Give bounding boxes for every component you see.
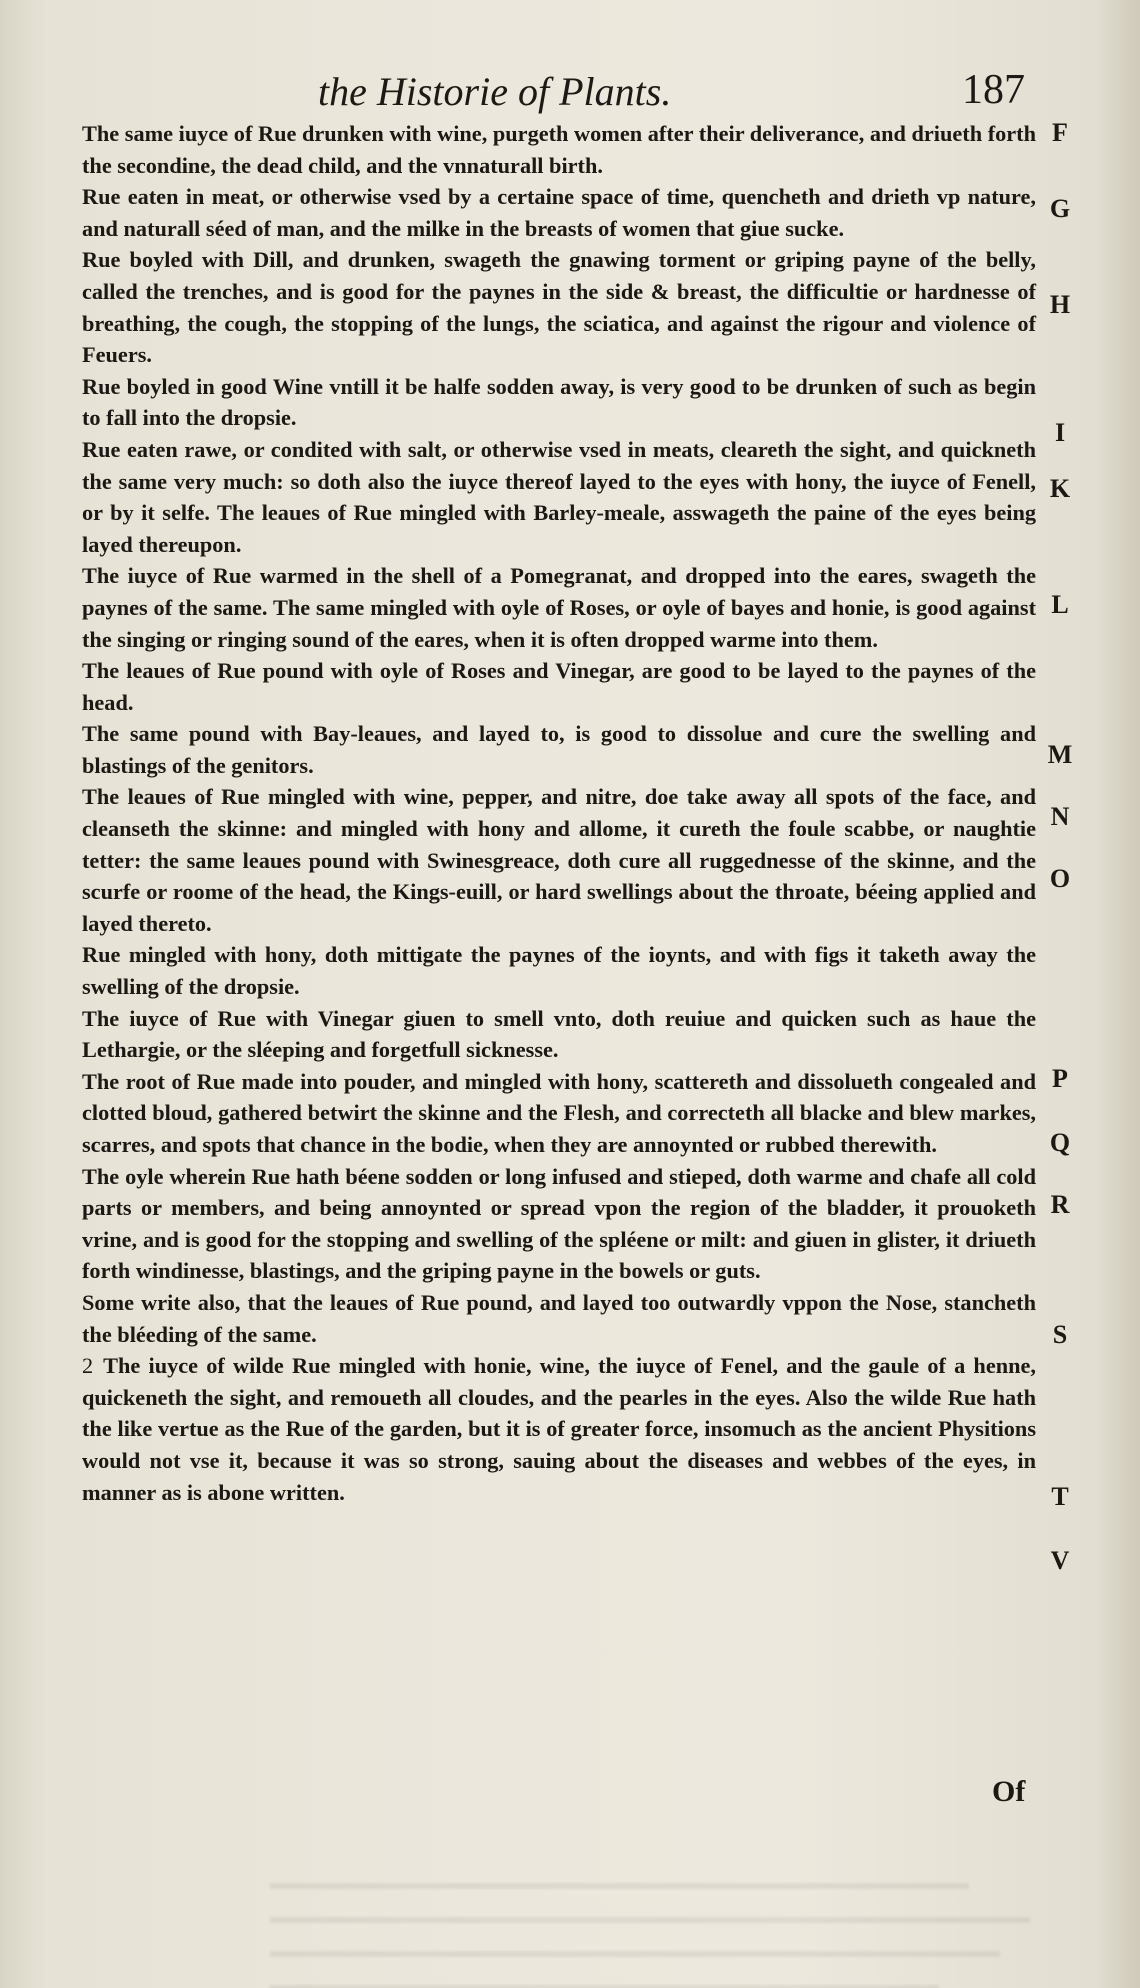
- paragraph-text: The iuyce of Rue warmed in the shell of a Pomegranat, and dropped into the eares, swageth the paynes of the same. The same mingled with oyle of Roses, or oyle of bayes and honie, is good against the singing or ringing sound of the eares, when it is often dropped warme into them.: [82, 563, 1036, 652]
- paragraph-text: The leaues of Rue pound with oyle of Roses and Vinegar, are good to be layed to the paynes of the head.: [82, 658, 1036, 715]
- paragraph-text: The root of Rue made into pouder, and mingled with hony, scattereth and dissolueth congealed and clotted bloud, gathered betwirt the skinne and the Flesh, and correcteth all blacke and blew markes, scarres, and spots that chance in the bodie, when they are annoynted or rubbed therewith.: [82, 1068, 1036, 1157]
- body-text: [82, 118, 1036, 1508]
- margin-letters: [1040, 118, 1080, 1818]
- margin-letter: Q: [1049, 1128, 1071, 1157]
- paragraph-text: Rue eaten rawe, or condited with salt, or otherwise vsed in meats, cleareth the sight, and quickneth the same very much: so doth also the iuyce thereof layed to the eyes with hony, the iuyce of Fenell, or by it selfe. The leaues of Rue mingled with Barley-meale, asswageth the paine of the eyes being layed thereupon.: [82, 436, 1036, 557]
- catchword: Of: [992, 1775, 1026, 1808]
- paragraph-text: The iuyce of wilde Rue mingled with honie, wine, the iuyce of Fenel, and the gaule of a henne, quickeneth the sight, and remoueth all cloudes, and the pearles in the eyes. Also the wilde Rue hath the like vertue as the Rue of the garden, but it is of greater force, insomuch as the ancient Physitions would not vse it, because it was so strong, sauing about the diseases and webbes of the eyes, in manner as is abone written.: [82, 1353, 1036, 1505]
- paragraph: [82, 181, 1036, 244]
- margin-letter: V: [1050, 1546, 1070, 1575]
- margin-letter: H: [1049, 290, 1071, 319]
- paragraph: [82, 939, 1036, 1002]
- paragraph-text: The oyle wherein Rue hath béene sodden or long infused and stieped, doth warme and chafe all cold parts or members, and being annoynted or spread vpon the region of the bladder, it prouoketh vrine, and is good for the stopping and swelling of the spléene or milt: and giuen in glister, it driueth forth windinesse, blastings, and the griping payne in the bowels or guts.: [82, 1163, 1036, 1284]
- paragraph: [82, 118, 1036, 181]
- paragraph: [82, 1161, 1036, 1287]
- show-through-text: [270, 1855, 1030, 1988]
- margin-letter: S: [1052, 1320, 1068, 1349]
- paragraph: [82, 1287, 1036, 1350]
- paragraph-text: The leaues of Rue mingled with wine, pepper, and nitre, doe take away all spots of the face, and cleanseth the skinne: and mingled with hony and allome, it cureth the foule scabbe, or naughtie tetter: the same leaues pound with Swinesgreace, doth cure all ruggednesse of the skinne, and the scurfe or roome of the head, the Kings-euill, or hard swellings about the throate, béeing applied and layed thereto.: [82, 784, 1036, 936]
- paragraph-text: The same pound with Bay-leaues, and layed to, is good to dissolue and cure the swelling and blastings of the genitors.: [82, 721, 1036, 778]
- paragraph-text: Some write also, that the leaues of Rue pound, and layed too outwardly vppon the Nose, stancheth the bléeding of the same.: [82, 1289, 1036, 1347]
- paragraph: [82, 718, 1036, 781]
- margin-letter: I: [1054, 418, 1066, 447]
- paragraph: [82, 434, 1036, 560]
- margin-letter: N: [1050, 802, 1070, 831]
- paragraph-text: Rue eaten in meat, or otherwise vsed by a certaine space of time, quencheth and drieth vp nature, and naturall séed of man, and the milke in the breasts of women that giue sucke.: [82, 184, 1036, 241]
- paragraph: [82, 244, 1036, 370]
- margin-letter: T: [1051, 1482, 1069, 1511]
- paragraph: [82, 1003, 1036, 1066]
- section-number: 2: [82, 1353, 94, 1379]
- page-number: 187: [962, 67, 1025, 113]
- margin-letter: G: [1049, 194, 1071, 223]
- paragraph: [82, 1066, 1036, 1161]
- margin-letter: R: [1050, 1190, 1070, 1219]
- margin-letter: F: [1052, 118, 1068, 147]
- paragraph-text: Rue boyled in good Wine vntill it be halfe sodden away, is very good to be drunken of such as begin to fall into the dropsie.: [82, 373, 1036, 431]
- paragraph: [82, 371, 1036, 434]
- margin-letter: M: [1047, 740, 1073, 769]
- paragraph-text: The iuyce of Rue with Vinegar giuen to smell vnto, doth reuiue and quicken such as haue the Lethargie, or the sléeping and forgetfull sicknesse.: [82, 1005, 1036, 1063]
- paragraph-text: Rue mingled with hony, doth mittigate the paynes of the ioynts, and with figs it taketh away the swelling of the dropsie.: [82, 942, 1036, 1000]
- margin-letter: L: [1051, 590, 1069, 619]
- margin-letter: K: [1049, 474, 1071, 503]
- paragraph: [82, 655, 1036, 718]
- paragraph: [82, 1350, 1036, 1508]
- paragraph: [82, 560, 1036, 655]
- paragraph-text: Rue boyled with Dill, and drunken, swageth the gnawing torment or griping payne of the belly, called the trenches, and is good for the paynes in the side & breast, the difficultie or hardnesse of breathing, the cough, the stopping of the lungs, the sciatica, and against the rigour and violence of Feuers.: [82, 247, 1036, 368]
- running-title: the Historie of Plants.: [318, 69, 672, 114]
- margin-letter: O: [1049, 864, 1071, 893]
- paragraph: [82, 781, 1036, 939]
- margin-letter: P: [1052, 1064, 1068, 1093]
- paragraph-text: The same iuyce of Rue drunken with wine, purgeth women after their deliverance, and driueth forth the secondine, the dead child, and the vnnaturall birth.: [82, 121, 1036, 178]
